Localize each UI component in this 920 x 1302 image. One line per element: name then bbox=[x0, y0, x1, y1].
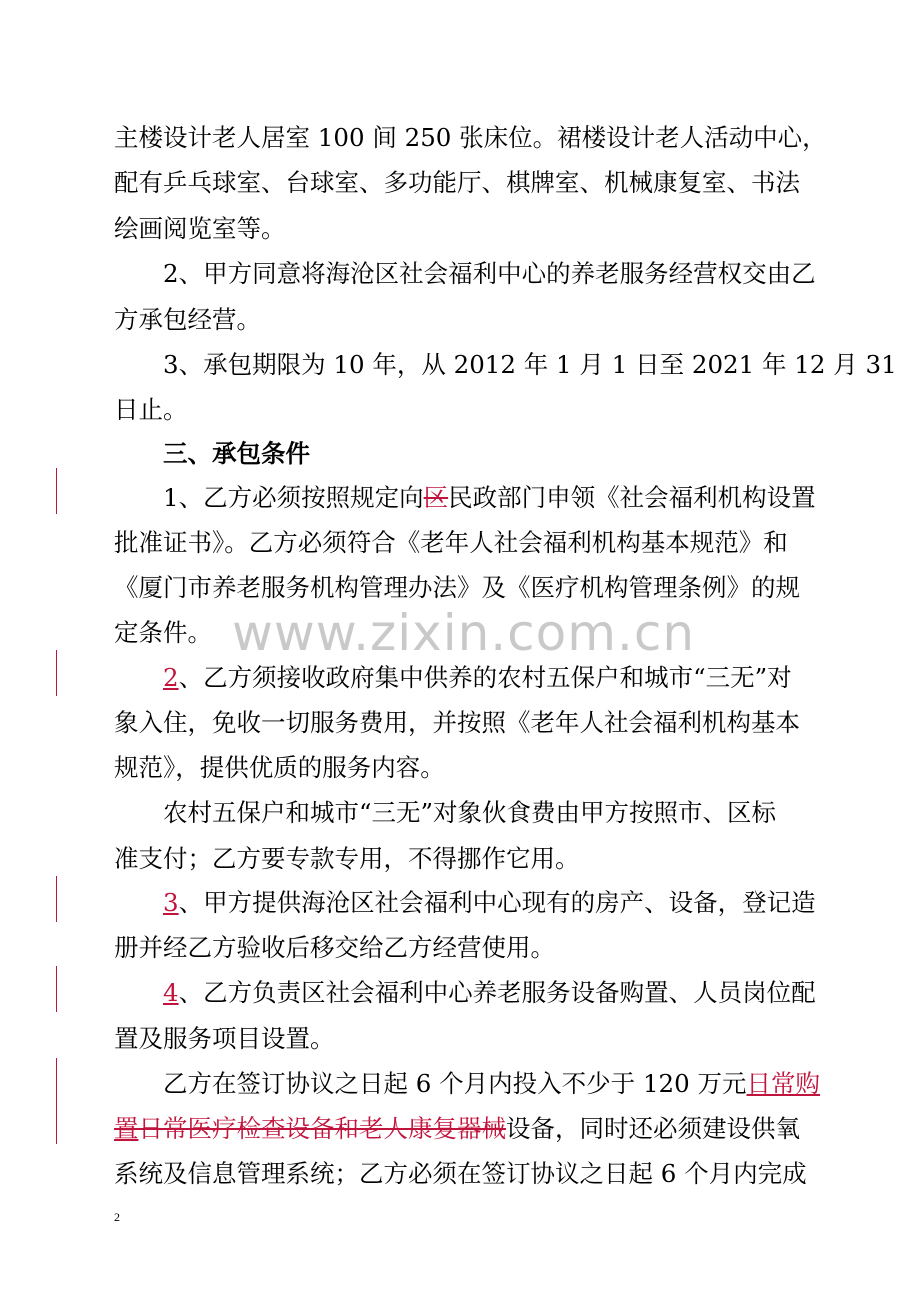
change-bar bbox=[56, 966, 57, 1012]
text-line: 准支付；乙方要专款专用，不得挪作它用。 bbox=[114, 844, 580, 873]
text-line: 方承包经营。 bbox=[114, 305, 261, 334]
inserted-text: 2 bbox=[163, 663, 179, 692]
text-run: 、乙方须接收政府集中供养的农村五保户和城市“三无”对 bbox=[178, 663, 792, 692]
text-line: 3、承包期限为 10 年，从 2012 年 1 月 1 日至 2021 年 12 月 31 bbox=[163, 350, 897, 379]
text-line: 配有乒乓球室、台球室、多功能厅、棋牌室、机械康复室、书法 bbox=[114, 168, 800, 197]
text-line: 日止。 bbox=[114, 395, 188, 424]
watermark: www.zixin.com.cn bbox=[232, 604, 696, 662]
deleted-text: 日常医疗检查设备和老人康复器械 bbox=[138, 1114, 506, 1143]
text-line bbox=[163, 475, 816, 521]
deleted-text: 区 bbox=[423, 483, 449, 512]
text-line: 规范》，提供优质的服务内容。 bbox=[114, 753, 445, 782]
inserted-deleted-text: 置 bbox=[114, 1114, 139, 1143]
text-run: 、甲方提供海沧区社会福利中心现有的房产、设备，登记造 bbox=[178, 888, 816, 917]
change-bar bbox=[56, 876, 57, 922]
text-line: 绘画阅览室等。 bbox=[114, 214, 286, 243]
text-line: 册并经乙方验收后移交给乙方经营使用。 bbox=[114, 933, 555, 962]
section-heading: 三、承包条件 bbox=[163, 439, 310, 468]
text-line: 系统及信息管理系统；乙方必须在签订协议之日起 6 个月内完成 bbox=[114, 1159, 807, 1188]
inserted-text: 日常购 bbox=[746, 1069, 820, 1098]
text-line bbox=[163, 1061, 820, 1107]
text-line: 《厦门市养老服务机构管理办法》及《医疗机构管理条例》的规 bbox=[114, 573, 800, 602]
text-line: 批准证书》。乙方必须符合《老年人社会福利机构基本规范》和 bbox=[114, 528, 788, 557]
text-line: 农村五保户和城市“三无”对象伙食费由甲方按照市、区标 bbox=[163, 798, 777, 827]
text-line: 象入住，免收一切服务费用，并按照《老年人社会福利机构基本 bbox=[114, 708, 800, 737]
page-number: 2 bbox=[114, 1210, 120, 1224]
text-line bbox=[163, 655, 792, 701]
inserted-text: 4 bbox=[163, 978, 179, 1007]
text-run: 、乙方负责区社会福利中心养老服务设备购置、人员岗位配 bbox=[178, 978, 816, 1007]
change-bar bbox=[56, 650, 57, 696]
text-run: 设备，同时还必须建设供氧 bbox=[506, 1114, 800, 1143]
text-line: 主楼设计老人居室 100 间 250 张床位。裙楼设计老人活动中心， bbox=[114, 123, 827, 152]
text-run: 民政部门申领《社会福利机构设置 bbox=[448, 483, 816, 512]
text-line bbox=[163, 970, 816, 1016]
change-bar bbox=[56, 1058, 57, 1144]
text-line bbox=[163, 880, 816, 926]
change-bar bbox=[56, 468, 57, 514]
text-run: 乙方在签订协议之日起 6 个月内投入不少于 120 万元 bbox=[163, 1069, 747, 1098]
text-run: 1、乙方必须按照规定向 bbox=[163, 483, 424, 512]
text-line: 定条件。 bbox=[114, 618, 212, 647]
text-line: 置及服务项目设置。 bbox=[114, 1024, 335, 1053]
inserted-text: 3 bbox=[163, 888, 179, 917]
text-line bbox=[114, 1106, 800, 1152]
text-line: 2、甲方同意将海沧区社会福利中心的养老服务经营权交由乙 bbox=[163, 259, 816, 288]
